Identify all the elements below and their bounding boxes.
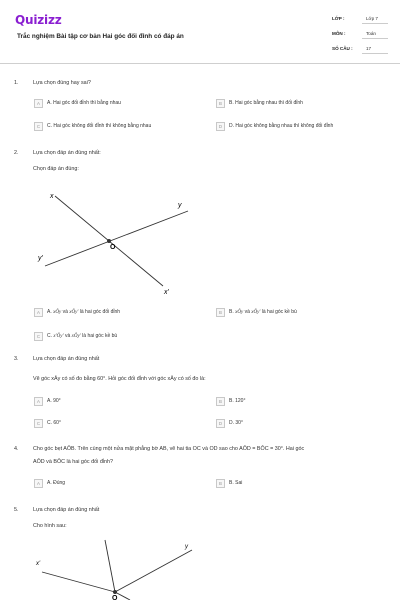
option-letter-box: A [34, 397, 43, 406]
option-letter-box: C [34, 332, 43, 341]
question-5-number: 5. [14, 507, 19, 513]
question-1-option-b[interactable] [216, 98, 303, 108]
question-2-option-c[interactable] [34, 331, 117, 341]
meta-subject-key: MÔN : [332, 31, 346, 36]
question-3-prompt: Lựa chọn đáp án đúng nhất [33, 356, 100, 362]
angle-2: xÔy' [69, 310, 79, 315]
intersecting-lines-figure [33, 184, 203, 298]
question-1-prompt: Lựa chọn đúng hay sai? [33, 80, 91, 86]
option-letter-box: B [216, 479, 225, 488]
question-4-number: 4. [14, 446, 19, 452]
question-3-option-c[interactable] [34, 418, 61, 428]
rays-figure [30, 536, 210, 600]
option-text: B. Sai [229, 480, 243, 486]
option-letter-box: D [216, 419, 225, 428]
option-prefix: C. [47, 333, 52, 339]
option-letter-box: A [34, 479, 43, 488]
question-4-prompt: Cho góc bẹt AÔB. Trên cùng một nửa mặt phẳng bờ AB, vẽ hai tia OC và OD sao cho AÔD = BÔC = 30°. Hai góc [33, 446, 305, 452]
question-4-option-b[interactable] [216, 478, 242, 488]
meta-underline [362, 53, 388, 54]
line-yy-prime [45, 211, 188, 266]
label-x-prime: x' [36, 561, 41, 567]
meta-underline [362, 23, 388, 24]
option-text: A. 90° [47, 398, 61, 404]
option-prefix: A. [47, 309, 52, 315]
meta-class-key: LỚP : [332, 16, 345, 21]
angle-2: xÔy' [251, 310, 261, 315]
option-text [229, 309, 297, 315]
meta-class-value: Lớp 7 [366, 16, 378, 21]
option-connector: và [244, 309, 250, 315]
question-1-option-d[interactable] [216, 121, 333, 131]
angle-1: x'Ôy' [53, 334, 64, 339]
option-text: A. Đúng [47, 480, 66, 486]
ray-ox-prime [42, 572, 115, 592]
option-text: C. Hai góc không đối đỉnh thì không bằng nhau [47, 123, 152, 129]
question-2-prompt: Lựa chọn đáp án đúng nhất: [33, 150, 101, 156]
meta-count-key: SỐ CÂU : [332, 46, 353, 51]
ray-oy-vertical [105, 540, 115, 592]
question-1-option-a[interactable] [34, 98, 121, 108]
question-5-sub: Cho hình sau: [33, 523, 67, 529]
question-4-option-a[interactable] [34, 478, 65, 488]
option-suffix: là hai góc kề bù [261, 309, 297, 315]
question-2-option-b[interactable] [216, 307, 297, 317]
meta-subject-value: Toán [366, 31, 376, 36]
option-text: D. Hai góc không bằng nhau thì không đối đỉnh [229, 123, 334, 129]
option-letter-box: B [216, 397, 225, 406]
option-text [47, 309, 120, 315]
document-title: Trắc nghiệm Bài tập cơ bản Hai góc đối đỉnh có đáp án [17, 33, 184, 40]
question-2-option-a[interactable] [34, 307, 120, 317]
question-3-sub: Vẽ góc xÂy có số đo bằng 60°. Hỏi góc đối đỉnh với góc xÂy có số đo là: [33, 376, 206, 382]
option-letter-box: C [34, 122, 43, 131]
meta-count-value: 17 [366, 46, 372, 51]
question-3-number: 3. [14, 356, 19, 362]
question-2-sub: Chọn đáp án đúng: [33, 166, 79, 172]
option-suffix: là hai góc kề bù [82, 333, 118, 339]
question-2-number: 2. [14, 150, 19, 156]
option-prefix: B. [229, 309, 234, 315]
label-y: y [185, 544, 188, 550]
angle-1: xÔy [235, 310, 244, 315]
label-y-prime: y' [38, 255, 43, 262]
label-o: O [110, 244, 116, 251]
option-text [47, 333, 117, 339]
option-text: B. 120° [229, 398, 246, 404]
quizizz-logo: Quizizz [15, 13, 62, 27]
option-letter-box: C [34, 419, 43, 428]
question-4-prompt-line-2: AÔD và BÔC là hai góc đối đỉnh? [33, 459, 114, 465]
question-3-option-b[interactable] [216, 396, 245, 406]
question-3-option-d[interactable] [216, 418, 243, 428]
option-connector: và [64, 333, 71, 339]
angle-2: xÔy' [71, 334, 81, 339]
option-letter-box: B [216, 99, 225, 108]
point-o [113, 590, 117, 594]
ray-oy [115, 550, 192, 592]
option-connector: và [62, 309, 68, 315]
option-text: D. 30° [229, 420, 243, 426]
question-1-number: 1. [14, 80, 19, 86]
option-text: A. Hai góc đối đỉnh thì bằng nhau [47, 100, 121, 106]
point-o [107, 239, 111, 243]
label-x-bottom: x' [164, 289, 169, 296]
angle-1: xÔy [53, 310, 62, 315]
option-suffix: là hai góc đối đỉnh [79, 309, 121, 315]
label-x-top: x [50, 193, 54, 200]
option-letter-box: A [34, 99, 43, 108]
option-text: B. Hai góc bằng nhau thì đối đỉnh [229, 100, 303, 106]
question-5-prompt: Lựa chọn đáp án đúng nhất [33, 507, 100, 513]
header-divider [0, 63, 400, 64]
option-letter-box: A [34, 308, 43, 317]
label-o: O [112, 595, 118, 600]
meta-underline [362, 38, 388, 39]
option-text: C. 60° [47, 420, 61, 426]
option-letter-box: D [216, 122, 225, 131]
question-1-option-c[interactable] [34, 121, 151, 131]
label-y: y [178, 202, 182, 209]
option-letter-box: B [216, 308, 225, 317]
question-3-option-a[interactable] [34, 396, 61, 406]
